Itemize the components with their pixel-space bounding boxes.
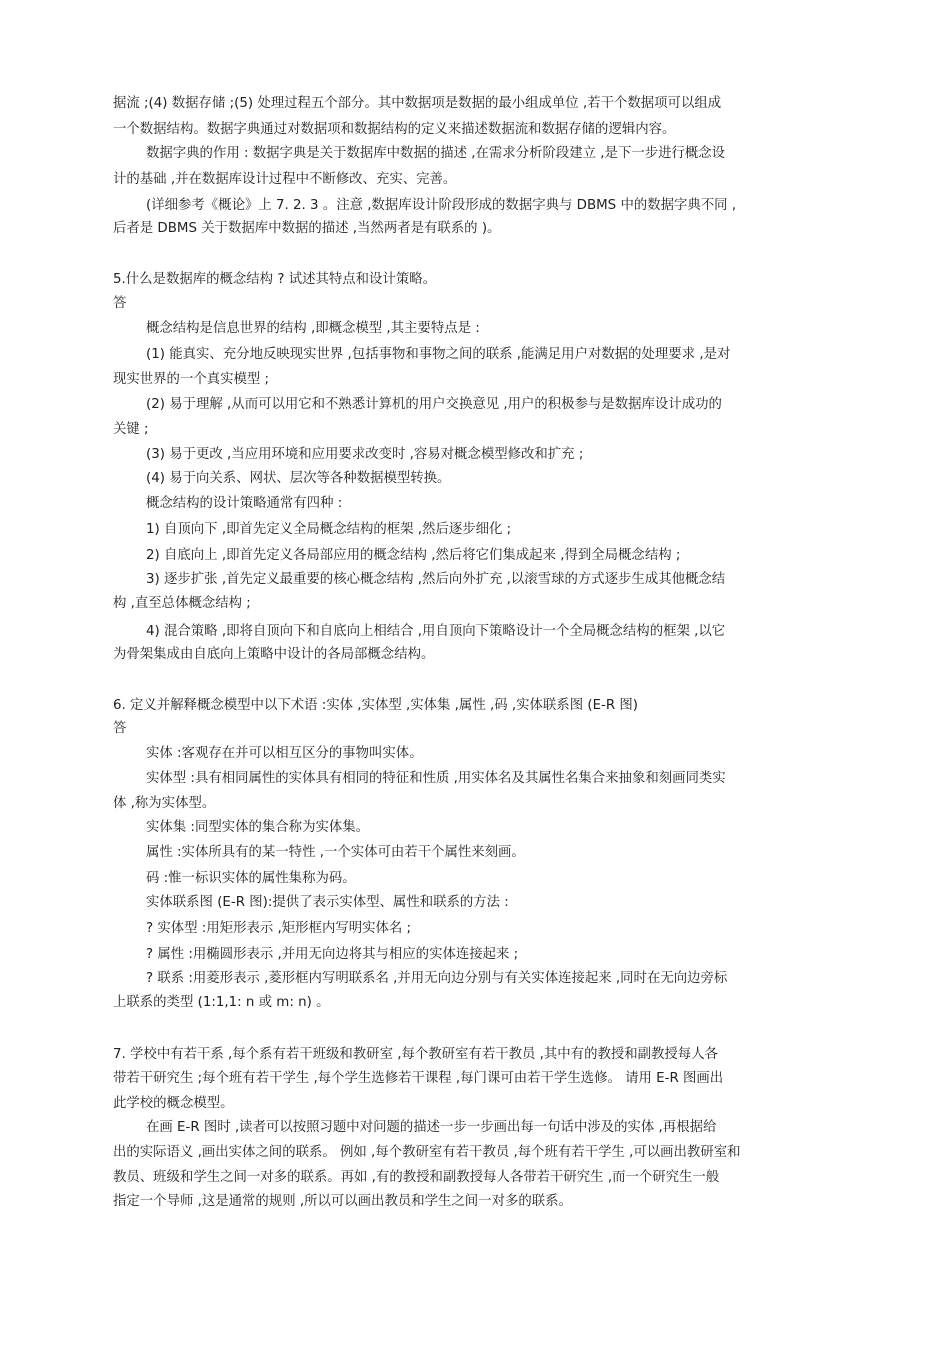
- text-line: 属性 :实体所具有的某一特性 ,一个实体可由若干个属性来刻画。: [146, 845, 525, 860]
- text-line: 码 :惟一标识实体的属性集称为码。: [146, 871, 356, 886]
- text-line: 实体 :客观存在并可以相互区分的事物叫实体。: [146, 746, 423, 761]
- text-line: 4) 混合策略 ,即将自顶向下和自底向上相结合 ,用自顶向下策略设计一个全局概念结构的框架 ,以它: [146, 624, 726, 639]
- text-line: 出的实际语义 ,画出实体之间的联系。 例如 ,每个教研室有若干教员 ,每个班有若干学生 ,可以画出教研室和: [113, 1145, 741, 1160]
- text-line: (3) 易于更改 ,当应用环境和应用要求改变时 ,容易对概念模型修改和扩充 ;: [146, 447, 584, 462]
- text-line: 构 ,直至总体概念结构 ;: [113, 596, 251, 611]
- text-line: 关键 ;: [113, 422, 149, 437]
- text-line: 计的基础 ,并在数据库设计过程中不断修改、充实、完善。: [113, 172, 457, 187]
- answer-label: 答: [113, 296, 127, 311]
- text-line: 实体集 :同型实体的集合称为实体集。: [146, 820, 370, 835]
- text-line: 体 ,称为实体型。: [113, 796, 216, 811]
- text-line: 据流 ;(4) 数据存储 ;(5) 处理过程五个部分。其中数据项是数据的最小组成单位 ,若干个数据项可以组成: [113, 96, 722, 111]
- text-line: 概念结构的设计策略通常有四种 :: [146, 496, 343, 511]
- text-line: 教员、班级和学生之间一对多的联系。再如 ,有的教授和副教授每人各带若干研究生 ,而一个研究生一般: [113, 1170, 720, 1185]
- text-line: 2) 自底向上 ,即首先定义各局部应用的概念结构 ,然后将它们集成起来 ,得到全局概念结构 ;: [146, 548, 681, 563]
- text-line: 一个数据结构。数据字典通过对数据项和数据结构的定义来描述数据流和数据存储的逻辑内容。: [113, 122, 676, 137]
- text-line: 实体型 :具有相同属性的实体具有相同的特征和性质 ,用实体名及其属性名集合来抽象和刻画同类实: [146, 771, 726, 786]
- text-line: 数据字典的作用 : 数据字典是关于数据库中数据的描述 ,在需求分析阶段建立 ,是下一步进行概念设: [146, 146, 726, 161]
- text-line: 在画 E-R 图时 ,读者可以按照习题中对问题的描述一步一步画出每一句话中涉及的实体 ,再根据给: [146, 1120, 717, 1135]
- text-line: 带若干研究生 ;每个班有若干学生 ,每个学生选修若干课程 ,每门课可由若干学生选修。 请用 E-R 图画出: [113, 1071, 724, 1086]
- question-heading: 5.什么是数据库的概念结构 ? 试述其特点和设计策略。: [113, 272, 436, 287]
- text-line: 概念结构是信息世界的结构 ,即概念模型 ,其主要特点是 :: [146, 321, 480, 336]
- text-line: ? 实体型 :用矩形表示 ,矩形框内写明实体名 ;: [146, 921, 412, 936]
- text-line: 此学校的概念模型。: [113, 1096, 234, 1111]
- text-line: 现实世界的一个真实模型 ;: [113, 372, 270, 387]
- text-line: (1) 能真实、充分地反映现实世界 ,包括事物和事物之间的联系 ,能满足用户对数据的处理要求 ,是对: [146, 347, 731, 362]
- question-heading: 7. 学校中有若干系 ,每个系有若干班级和教研室 ,每个教研室有若干教员 ,其中有的教授和副教授每人各: [113, 1047, 718, 1062]
- text-line: 实体联系图 (E-R 图):提供了表示实体型、属性和联系的方法 :: [146, 895, 509, 910]
- text-line: 指定一个导师 ,这是通常的规则 ,所以可以画出教员和学生之间一对多的联系。: [113, 1194, 572, 1209]
- text-line: (4) 易于向关系、网状、层次等各种数据模型转换。: [146, 471, 451, 486]
- text-line: 为骨架集成由自底向上策略中设计的各局部概念结构。: [113, 647, 435, 662]
- text-line: 1) 自顶向下 ,即首先定义全局概念结构的框架 ,然后逐步细化 ;: [146, 522, 512, 537]
- text-line: ? 属性 :用椭圆形表示 ,并用无向边将其与相应的实体连接起来 ;: [146, 947, 519, 962]
- question-heading: 6. 定义并解释概念模型中以下术语 :实体 ,实体型 ,实体集 ,属性 ,码 ,实体联系图 (E-R 图): [113, 698, 639, 713]
- text-line: (详细参考《概论》上 7. 2. 3 。注意 ,数据库设计阶段形成的数据字典与 DBMS 中的数据字典不同 ,: [146, 198, 737, 213]
- text-line: 后者是 DBMS 关于数据库中数据的描述 ,当然两者是有联系的 )。: [113, 221, 501, 236]
- text-line: ? 联系 :用菱形表示 ,菱形框内写明联系名 ,并用无向边分别与有关实体连接起来 ,同时在无向边旁标: [146, 971, 728, 986]
- text-line: (2) 易于理解 ,从而可以用它和不熟悉计算机的用户交换意见 ,用户的积极参与是数据库设计成功的: [146, 397, 722, 412]
- text-line: 上联系的类型 (1:1,1: n 或 m: n) 。: [113, 995, 330, 1010]
- text-line: 3) 逐步扩张 ,首先定义最重要的核心概念结构 ,然后向外扩充 ,以滚雪球的方式逐步生成其他概念结: [146, 572, 726, 587]
- answer-label: 答: [113, 721, 127, 736]
